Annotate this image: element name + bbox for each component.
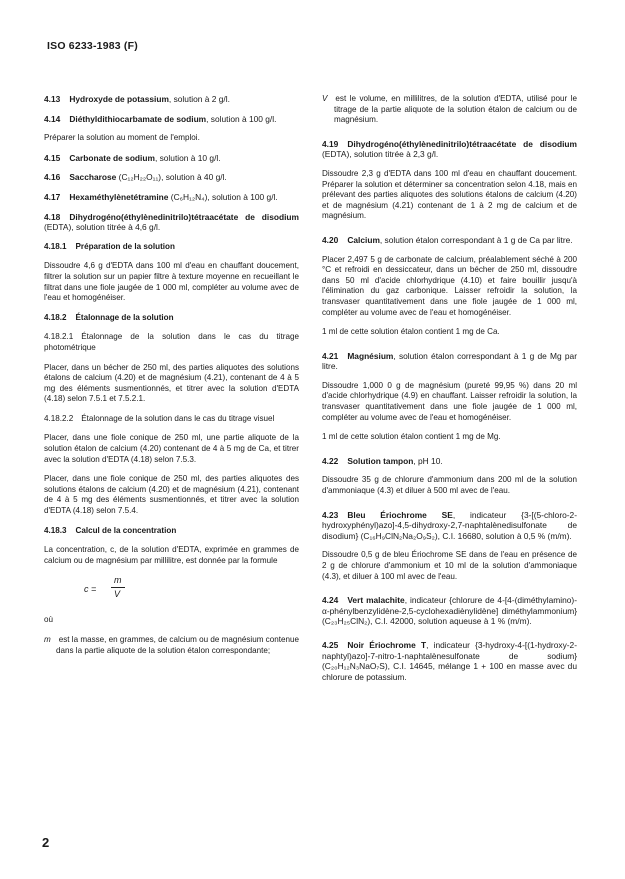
section-4-21: 4.21 Magnésium, solution étalon correspondant à 1 g de Mg par litre. — [322, 350, 577, 372]
definition-m: m est la masse, en grammes, de calcium ou de magnésium contenue dans la partie aliquote de la solution étalon correspondante; — [44, 635, 299, 655]
section-4-24: 4.24 Vert malachite, indicateur {chlorure de 4-[4-(diméthylamino)-α-phénylbenzylidène-2,5-cyclohexadiènylidène] diméthylammonium} (C₂₃H₂₅ClN₂), C.I. 42000, solution aqueuse à 1 % (m/m). — [322, 595, 577, 627]
section-4-18-1: 4.18.1 Préparation de la solution — [44, 241, 175, 251]
section-4-22: 4.22 Solution tampon, pH 10. — [322, 455, 443, 466]
section-4-20-text: Placer 2,497 5 g de carbonate de calcium, préalablement séché à 200 °C et refroidi en dessiccateur, dans un bécher de 250 ml, dissoudre dans 50 ml d'acide chlorhydrique (4.10) et faire bouillir jusqu'à l'élimination du gaz carbonique. Laisser refroidir la solution, la transvaser quantitativement dans une fiole jaugée de 1 000 ml, compléter au volume avec de l'eau et homogénéiser. — [322, 254, 577, 317]
section-4-15: 4.15 Carbonate de sodium, solution à 10 g/l. — [44, 152, 221, 163]
formula-numerator: m — [114, 575, 122, 586]
ou-label: où — [44, 615, 54, 625]
section-4-14-note: Préparer la solution au moment de l'emploi. — [44, 133, 200, 143]
section-4-18-3: 4.18.3 Calcul de la concentration — [44, 525, 177, 535]
page-number: 2 — [42, 835, 50, 850]
section-4-18-2-2: 4.18.2.2 Étalonnage de la solution dans le cas du titrage visuel — [44, 413, 275, 423]
section-4-19-text: Dissoudre 2,3 g d'EDTA dans 100 ml d'eau en chauffant doucement. Préparer la solution et déterminer sa concentration selon 4.18, mais en prélevant des parties aliquotes des solutions étalons de calcium (4.20) et de magnésium (4.21) contenant de 1 à 2 mg de calcium et de magnésium. — [322, 168, 577, 221]
section-4-16: 4.16 Saccharose (C₁₂H₂₂O₁₁), solution à 40 g/l. — [44, 172, 227, 183]
right-column — [322, 94, 577, 691]
section-4-18: 4.18 Dihydrogéno(éthylènedinitrilo)tétraacétate de disodium (EDTA), solution titrée à 4,6 g/l. — [44, 211, 299, 233]
section-4-22-text: Dissoudre 35 g de chlorure d'ammonium dans 200 ml de la solution d'ammoniaque (4.3) et diluer à 500 ml avec de l'eau. — [322, 475, 577, 496]
left-column — [44, 94, 299, 665]
definition-v: V est le volume, en millilitres, de la solution d'EDTA, utilisé pour le titrage de la partie aliquote de la solution étalon de calcium ou de magnésium. — [322, 94, 577, 125]
section-4-18-2-2-text-2: Placer, dans une fiole conique de 250 ml, des parties aliquotes des solutions étalons de calcium (4.20) et de magnésium (4.21), contenant de 4 à 5 mg des éléments susmentionnés, et titrer avec la solution d'EDTA (4.18) selon 7.5.4. — [44, 474, 299, 516]
section-4-18-3-text: La concentration, c, de la solution d'EDTA, exprimée en grammes de calcium ou de magnésium par millilitre, est donnée par la formule — [44, 545, 299, 565]
section-4-14: 4.14 Diéthyldithiocarbamate de sodium, solution à 100 g/l. — [44, 113, 277, 124]
section-4-17: 4.17 Hexaméthylènetétramine (C₆H₁₂N₄), solution à 100 g/l. — [44, 191, 278, 202]
section-4-18-1-text: Dissoudre 4,6 g d'EDTA dans 100 ml d'eau en chauffant doucement, filtrer la solution sur un papier filtre à texture moyenne en recueillant le filtrat dans une fiole jaugée de 1 000 ml, compléter au volume avec de l'eau et homogénéiser. — [44, 261, 299, 303]
section-4-13: 4.13 Hydroxyde de potassium, solution à 2 g/l. — [44, 94, 230, 104]
formula-denominator: V — [114, 589, 121, 600]
section-4-18-2-1: 4.18.2.1 Étalonnage de la solution dans le cas du titrage photométrique — [44, 332, 299, 352]
section-4-20: 4.20 Calcium, solution étalon correspondant à 1 g de Ca par litre. — [322, 234, 573, 245]
section-4-18-2-1-text: Placer, dans un bécher de 250 ml, des parties aliquotes des solutions étalons de calcium (4.20) et de magnésium (4.21), contenant de 4 à 5 mg des éléments susmentionnés, et titrer avec la solution d'EDTA (4.18) selon 7.5.1 et 7.5.2.1. — [44, 362, 299, 404]
section-4-21-note: 1 ml de cette solution étalon contient 1 mg de Mg. — [322, 432, 501, 442]
section-4-18-2: 4.18.2 Étalonnage de la solution — [44, 312, 174, 322]
section-4-20-note: 1 ml de cette solution étalon contient 1 mg de Ca. — [322, 327, 500, 337]
formula-lhs: c = — [84, 584, 97, 595]
concentration-formula — [84, 575, 299, 605]
section-4-18-2-2-text-1: Placer, dans une fiole conique de 250 ml, une partie aliquote de la solution étalon de calcium (4.20) contenant de 4 à 5 mg de Ca, et titrer avec la solution d'EDTA (4.18) selon 7.5.3. — [44, 433, 299, 464]
standard-header: ISO 6233-1983 (F) — [47, 40, 138, 52]
section-4-23: 4.23 Bleu Ériochrome SE, indicateur {3-[(5-chloro-2-hydroxyphényl)azo]-4,5-dihydroxy-2,7-naphtalènedisulfonate de disodium} (C₁₆H₉ClN₂Na₂O₉S₂), C.I. 16680, solution à 0,5 % (m/m). — [322, 509, 577, 541]
section-4-23-text: Dissoudre 0,5 g de bleu Ériochrome SE dans de l'eau en présence de 2 g de chlorure d'ammonium et 10 ml de la solution d'ammoniaque (4.3), et diluer à 100 ml avec de l'eau. — [322, 550, 577, 581]
section-4-19: 4.19 Dihydrogéno(éthylènedinitrilo)tétraacétate de disodium (EDTA), solution titrée à 2,3 g/l. — [322, 138, 577, 160]
section-4-25: 4.25 Noir Ériochrome T, indicateur {3-hydroxy-4-[(1-hydroxy-2-naphtyl)azo]-7-nitro-1-naphtalènesulfonate de sodium} (C₂₀H₁₂N₃NaO₇S), C.I. 14645, mélange 1 + 100 en masse avec du chlorure de potassium. — [322, 639, 577, 682]
section-4-21-text: Dissoudre 1,000 0 g de magnésium (pureté 99,95 %) dans 20 ml d'acide chlorhydrique (4.9) en chauffant. Laisser refroidir la solution, la transvaser quantitativement dans une fiole jaugée de 1 000 ml, compléter au volume avec de l'eau et homogénéiser. — [322, 380, 577, 422]
fraction-bar — [111, 587, 125, 588]
